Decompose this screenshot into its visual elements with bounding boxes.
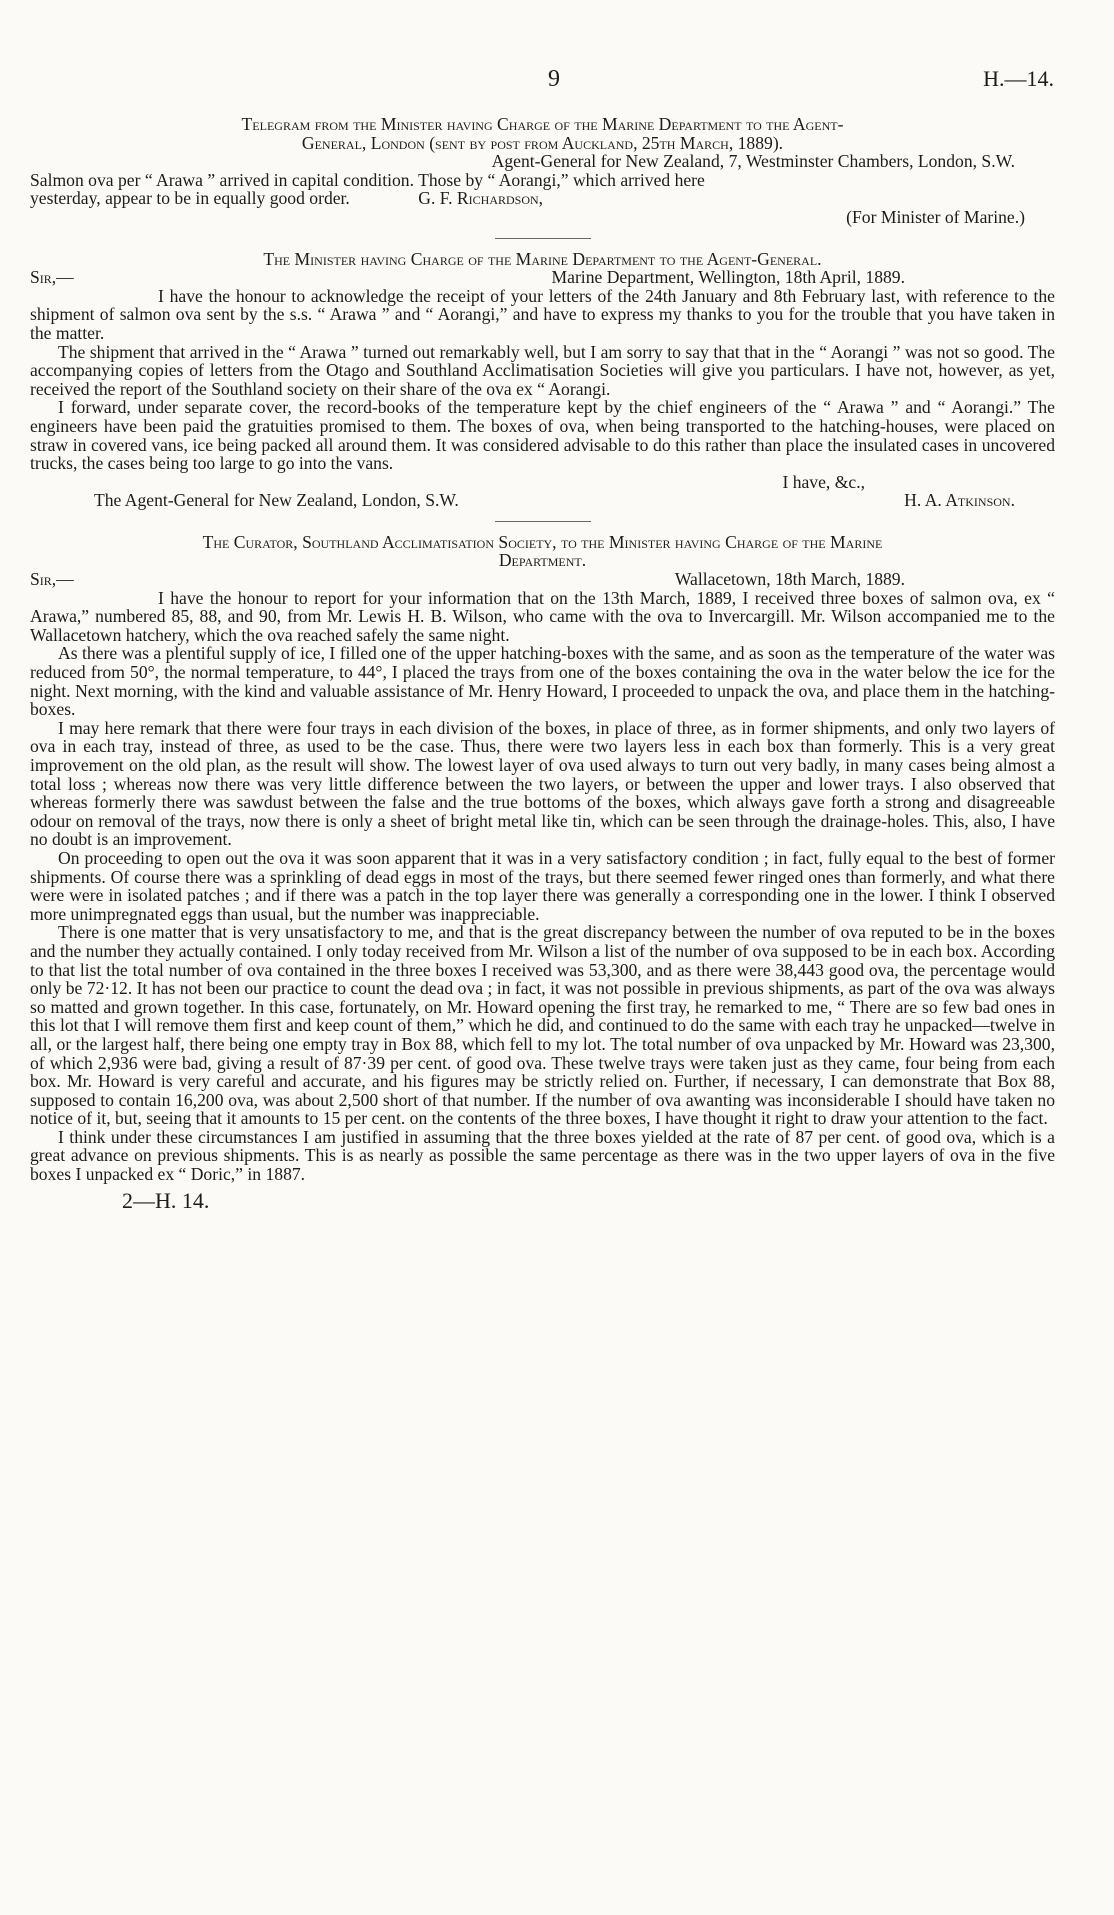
telegram-signer: G. F. Richardson, — [418, 188, 544, 209]
letter1-paragraph: The shipment that arrived in the “ Arawa ” turned out remarkably well, but I am sorry to say that that in the “ Aorangi ” was not so good. The accompanying copies of letters from the Otago and Southland Acclimatisation Societies will give you particulars. I have not, however, as yet, received the report of the Southland society on their share of the ova ex “ Aorangi. — [30, 341, 1055, 399]
letter1-paragraph: I forward, under separate cover, the record-books of the temperature kept by the chief engineers of the “ Arawa ” and “ Aorangi.” The engineers have been paid the gratuities promised to them. The boxes of ova, when being transported to the hatching-houses, were placed on straw in covered vans, ice being packed all around them. It was considered advisable to do this rather than place the insulated cases in uncovered trucks, the cases being too large to go into the vans. — [30, 397, 1055, 474]
letter2-paragraph: As there was a plentiful supply of ice, I filled one of the upper hatching-boxes with the same, and as soon as the temperature of the water was reduced from 50°, the normal temperature, to 44°, I placed the trays from one of the boxes containing the ova in the water below the ice for the night. Next morning, with the kind and valuable assistance of Mr. Henry Howard, I proceeded to unpack the ova, and place them in the hatching-boxes. — [30, 643, 1055, 720]
letter2-paragraph: I think under these circumstances I am justified in assuming that the three boxes yielded at the rate of 87 per cent. of good ova, which is a great advance on previous shipments. This is as nearly as possible the same percentage as there was in the two upper layers of ova in the five boxes I unpacked ex “ Doric,” in 1887. — [30, 1126, 1055, 1185]
letter2-place-date: Wallacetown, 18th March, 1889. — [674, 569, 905, 590]
letter2-heading: The Curator, Southland Acclimatisation Society, to the Minister having Charge of the Marine Department. — [202, 531, 883, 571]
page-content — [30, 114, 1055, 1213]
telegram-heading: Telegram from the Minister having Charge of the Marine Department to the Agent- General, London (sent by post from Auckland, 25th March, 1889). — [241, 114, 844, 153]
letter1-heading: The Minister having Charge of the Marine Department to the Agent-General. — [263, 248, 822, 269]
letter2-salutation: Sir,— — [30, 569, 74, 590]
letter1-place-date: Marine Department, Wellington, 18th April, 1889. — [551, 267, 905, 288]
letter1-paragraph: I have the honour to acknowledge the receipt of your letters of the 24th January and 8th February last, with reference to the shipment of salmon ova sent by the s.s. “ Arawa ” and “ Aorangi,” and have to express my thanks to you for the trouble that you have taken in the matter. — [30, 285, 1055, 343]
section-divider — [495, 521, 591, 522]
letter1-salutation: Sir,— — [30, 267, 74, 288]
letter1-addressee: The Agent-General for New Zealand, London, S.W. — [94, 490, 459, 511]
letter2-paragraph: On proceeding to open out the ova it was soon apparent that it was in a very satisfactory condition ; in fact, fully equal to the best of former shipments. Of course there was a sprinkling of dead eggs in most of the trays, but there seemed fewer ringed ones than formerly, and what there were were in isolated patches ; and if there was a patch in the top layer there was generally a corresponding one in the lower. I think I observed more unimpregnated eggs than usual, but the number was inappreciable. — [30, 847, 1055, 924]
letter1-signer: H. A. Atkinson. — [904, 490, 1015, 511]
telegram-body: Salmon ova per “ Arawa ” arrived in capital condition. Those by “ Aorangi,” which arrived here yesterday, appear to be in equally good order. G. F. Richardson, — [30, 169, 705, 209]
telegram-address: Agent-General for New Zealand, 7, Westminster Chambers, London, S.W. — [491, 151, 1015, 172]
letter1-signature-row — [30, 491, 1055, 510]
letter2-paragraph: There is one matter that is very unsatisfactory to me, and that is the great discrepancy between the number of ova reputed to be in the boxes and the number they actually contained. I only today received from Mr. Wilson a list of the number of ova supposed to be in each box. According to that list the total number of ova contained in the three boxes I received was 53,300, and as there were 38,443 good ova, the percentage would only be 72·12. It has not been our practice to count the dead ova ; in fact, it was not possible in previous shipments, as part of the ova was always so matted and grown together. In this case, fortunately, on Mr. Howard opening the first tray, he remarked to me, “ There are so few bad ones in this lot that I will remove them first and keep count of them,” which he did, and continued to do the same with each tray he unpacked—twelve in all, or the largest half, there being one empty tray in Box 88, which fell to my lot. The total number of ova unpacked by Mr. Howard was 23,300, of which 2,936 were bad, giving a result of 87·39 per cent. of good ova. These twelve trays were taken just as they came, four being from each box. Mr. Howard is very careful and accurate, and his figures may be strictly relied on. Further, if necessary, I can demonstrate that Box 88, supposed to contain 16,200 ova, was about 2,500 short of that number. If the number of ova awanting was inconsiderable I should have taken no notice of it, but, seeing that it amounts to 15 per cent. on the contents of the three boxes, I have thought it right to draw your attention to the fact. — [30, 922, 1055, 1129]
section-divider — [495, 238, 591, 239]
letter2-paragraph: I have the honour to report for your information that on the 13th March, 1889, I received three boxes of salmon ova, ex “ Arawa,” numbered 85, 88, and 90, from Mr. Lewis H. B. Wilson, who came with the ova to Invercargill. Mr. Wilson accompanied me to the Wallacetown hatchery, which the ova reached safely the same night. — [30, 587, 1055, 645]
letter2-salutation-row — [30, 570, 1055, 589]
document-reference: H.—14. — [983, 66, 1054, 91]
telegram-signer-role: (For Minister of Marine.) — [846, 206, 1025, 227]
page-number: 9 — [548, 66, 560, 92]
letter1-closing: I have, &c., — [782, 471, 865, 492]
signature-mark: 2—H. 14. — [122, 1187, 210, 1213]
letter2-paragraph: I may here remark that there were four trays in each division of the boxes, in place of three, as in former shipments, and only two layers of ova in each tray, instead of three, as used to be the case. Thus, there were two layers less in each box than formerly. This is a very great improvement on the old plan, as the result will show. The lowest layer of ova used always to turn out very badly, in many cases being almost a total loss ; whereas now there was very little difference between the two layers, or between the upper and lower trays. I also observed that whereas formerly there was sawdust between the false and the true bottoms of the boxes, which always gave forth a strong and disagreeable odour on removal of the trays, now there is only a sheet of bright metal like tin, which can be seen through the drainage-holes. This, also, I have no doubt is an improvement. — [30, 717, 1055, 850]
letter1-salutation-row — [30, 268, 1055, 287]
